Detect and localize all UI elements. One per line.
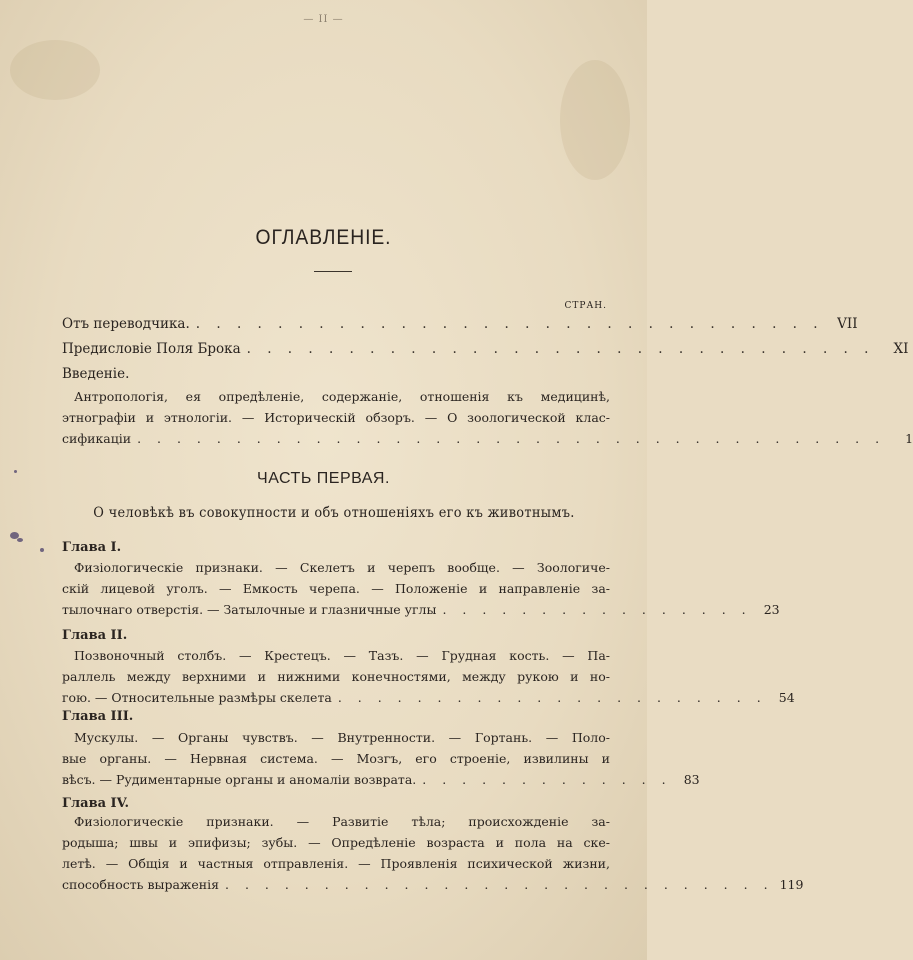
chapter-line: летѣ. — Общія и частныя отправленія. — Проявленія психической жизни, [62,856,610,871]
chapter-title: Глава II. [62,628,128,643]
chapter-last-line [62,874,804,895]
intro-line: Антропологія, ея опредѣленіе, содержаніе, отношенія къ медицинѣ, [74,389,610,404]
chapter-description [62,645,795,708]
chapter-line: Физіологическіе признаки. — Развитіе тѣла; происхожденіе за- [74,814,610,829]
dot-leader: . . . . . . . . . . . . . . . . . . . . . . . . . . . . . . . [246,341,875,357]
running-head: — II — [303,14,344,25]
intro-heading [62,366,610,382]
toc-entry-label: Отъ переводчика. [62,316,190,332]
pages-column-label: СТРАН. [564,301,607,311]
chapter-line: Физіологическіе признаки. — Скелетъ и черепъ вообще. — Зоологиче- [74,560,610,575]
page-title: ОГЛАВЛЕНІЕ. [255,226,392,249]
dot-leader: . . . . . . . . . . . . . . . . . . . . . . . . . . . . . . . [195,316,824,332]
chapter-line: Позвоночный столбъ. — Крестецъ. — Тазъ. — Грудная кость. — Па- [74,648,610,663]
chapter-last-line-text: гою. — Относительные размѣры скелета [62,690,332,705]
chapter-line: вые органы. — Нервная система. — Мозгъ, его строеніе, извилины и [62,751,610,766]
chapter-description [62,811,804,895]
toc-entry-page: XI [893,341,909,357]
toc-entry-label: Предисловіе Поля Брока [62,341,241,357]
chapter-description [62,727,700,790]
chapter-title: Глава I. [62,540,122,555]
chapter-title: Глава IV. [62,796,129,811]
chapter-line: Мускулы. — Органы чувствъ. — Внутренности. — Гортань. — Поло- [74,730,610,745]
chapter-last-line [62,769,700,790]
chapter-page: 83 [683,772,700,787]
chapter-last-line [62,687,795,708]
chapter-page: 23 [763,602,780,617]
ink-blot [40,548,44,552]
toc-entry [62,341,909,357]
intro-last-line [62,428,913,449]
ink-blot [17,538,23,542]
paper-stain [10,40,100,100]
intro-line: этнографіи и этнологіи. — Историческій обзоръ. — О зоологической клас- [62,410,610,425]
toc-entry [62,316,858,332]
chapter-line: скій лицевой уголъ. — Емкость черепа. — Положеніе и направленіе за- [62,581,610,596]
chapter-last-line [62,599,780,620]
intro-page: 1 [905,431,913,446]
intro-description [62,386,913,449]
dot-leader: . . . . . . . . . . . . . . . . . . . . . . . . . . . . . . . . . . . . . . [137,431,886,446]
toc-entry-page: VII [837,316,858,332]
part-subtitle: О человѣкѣ въ совокупности и объ отношеніяхъ его къ животнымъ. [93,505,575,521]
dot-leader: . . . . . . . . . . . . . . . . . . . . . . [337,690,767,705]
dot-leader: . . . . . . . . . . . . . . . . . . . . . . . . . . . . [225,877,774,892]
chapter-line: родыша; швы и эпифизы; зубы. — Опредѣленіе возраста и пола на ске- [62,835,610,850]
chapter-last-line-text: способность выраженія [62,877,220,892]
chapter-last-line-text: тылочнаго отверстія. — Затылочные и глазничные углы [62,602,437,617]
paper-stain [560,60,630,180]
chapter-title: Глава III. [62,709,134,724]
dot-leader: . . . . . . . . . . . . . [422,772,672,787]
chapter-description [62,557,780,620]
chapter-page: 119 [779,877,804,892]
intro-last-line-text: сификаціи [62,431,132,446]
chapter-page: 54 [778,690,795,705]
chapter-last-line-text: вѣсъ. — Рудиментарные органы и аномаліи возврата. [62,772,417,787]
intro-heading-label: Введеніе. [62,366,130,382]
dot-leader: . . . . . . . . . . . . . . . . [442,602,752,617]
chapter-line: раллель между верхними и нижними конечностями, между рукою и но- [62,669,610,684]
title-rule [314,271,352,272]
part-title: ЧАСТЬ ПЕРВАЯ. [257,470,390,487]
